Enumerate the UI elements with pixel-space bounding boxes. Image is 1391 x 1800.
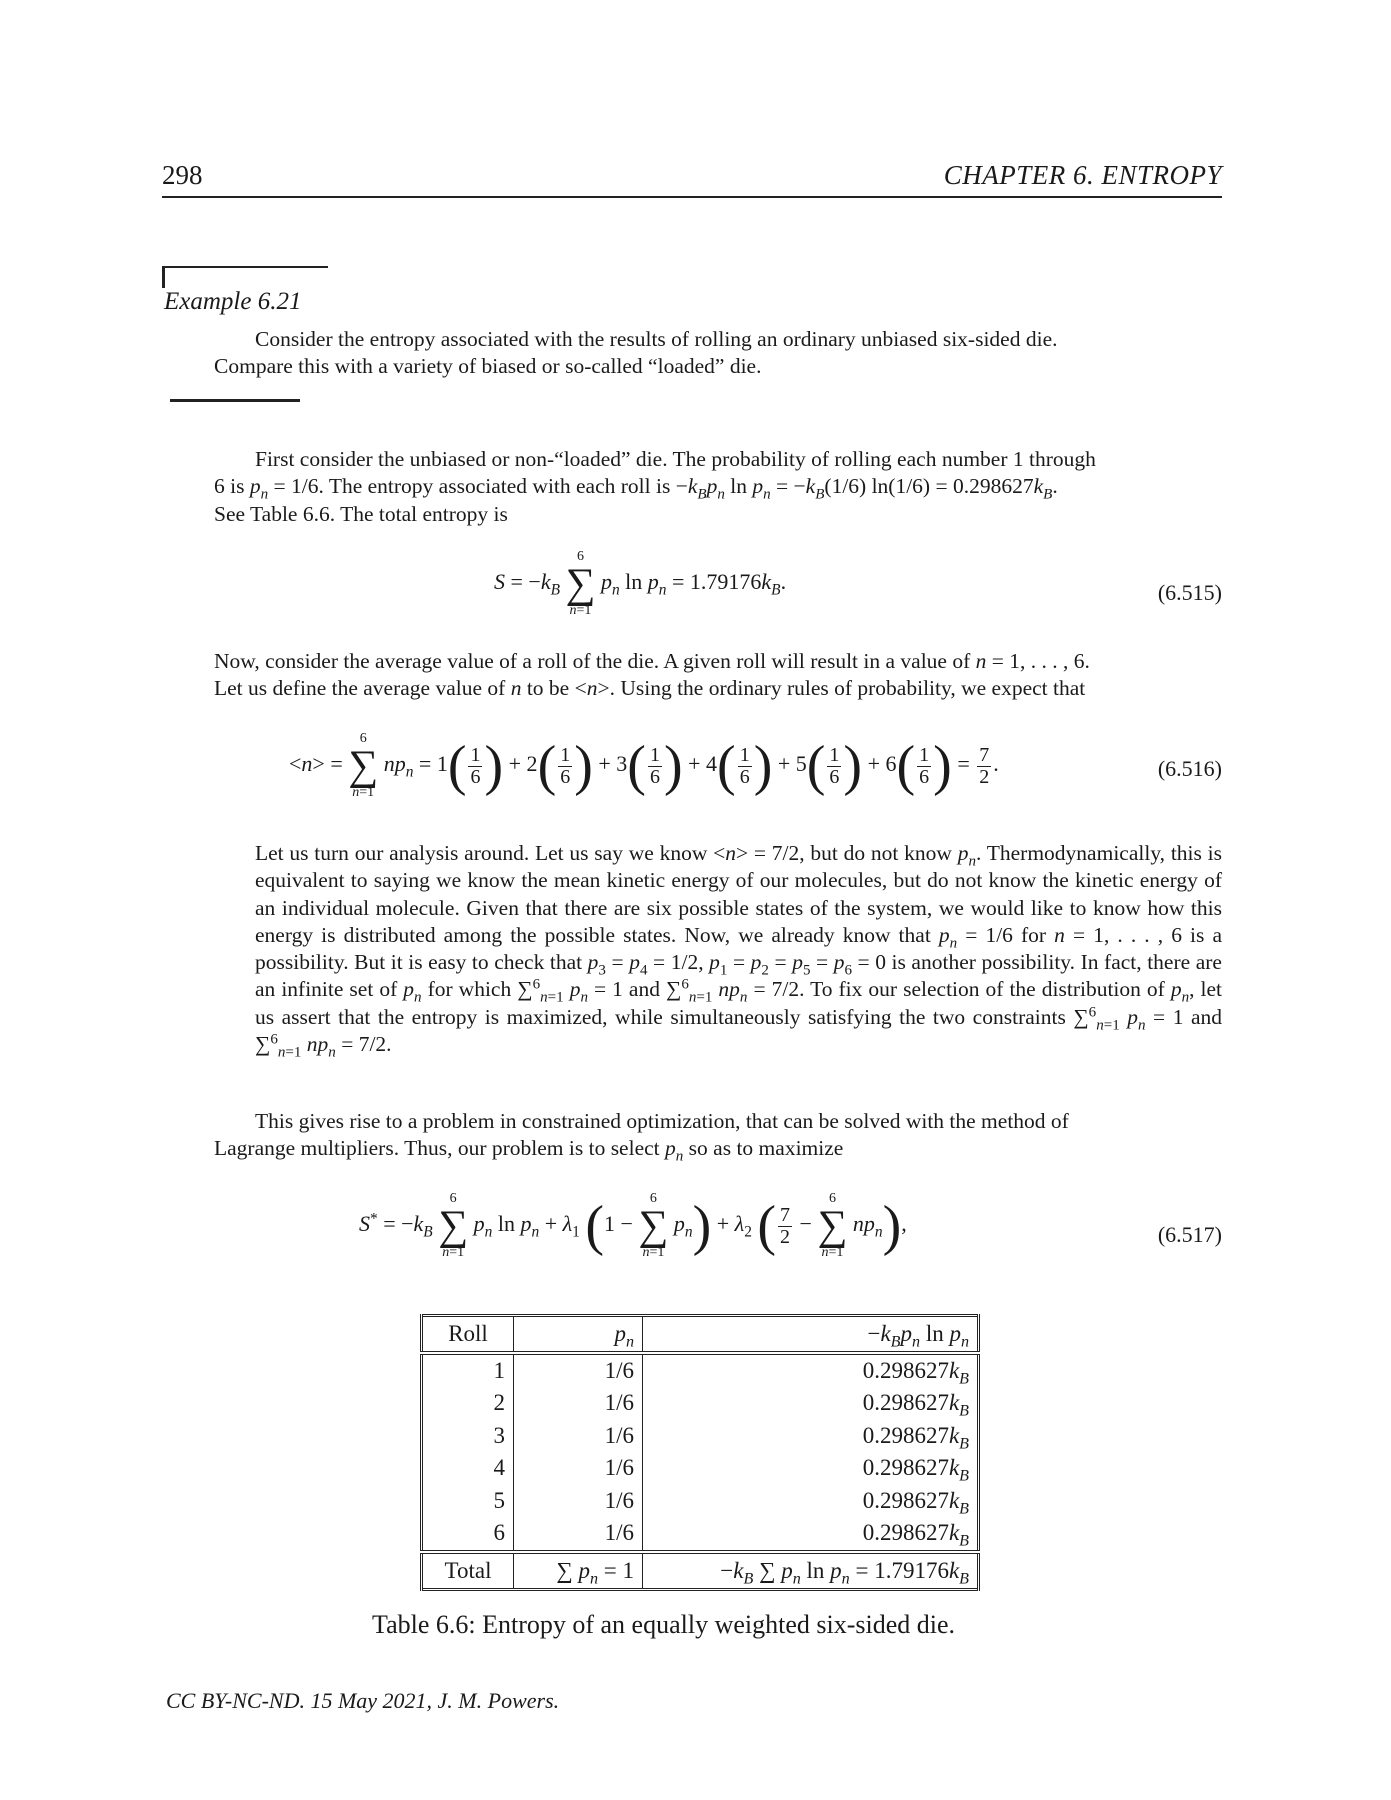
paragraph-lagrange xyxy=(214,1108,1222,1163)
header-pn: $p_n$ xyxy=(514,1316,643,1353)
eq516-result-numerator: 7 xyxy=(979,743,990,766)
equation-number-6-517: (6.517) xyxy=(1157,1222,1222,1247)
example-line-1: Consider the entropy associated with the results of rolling an ordinary unbiased six-sided die. xyxy=(255,327,1058,351)
table-total-row xyxy=(422,1552,979,1590)
page-number: 298 xyxy=(162,160,203,190)
table-row: 1 1/6 $0.298627k_B$ xyxy=(422,1353,979,1388)
total-probability: ∑ $p_n = 1$ xyxy=(514,1552,643,1590)
example-statement xyxy=(214,326,1222,381)
table-header-row xyxy=(422,1316,979,1353)
para2-line-1: Now, consider the average value of a roll of the die. A given roll will result in a value of n = 1, . . . , 6. xyxy=(214,649,1090,673)
eq516-result-denominator: 2 xyxy=(979,765,990,788)
table-row: 3 1/6 $0.298627k_B$ xyxy=(422,1420,979,1453)
para1-line-3: See Table 6.6. The total entropy is xyxy=(214,501,508,526)
header-roll: Roll xyxy=(422,1316,514,1353)
para4-line-1: This gives rise to a problem in constrained optimization, that can be solved with the method of xyxy=(255,1109,1069,1133)
table-row: 6 1/6 $0.298627k_B$ xyxy=(422,1517,979,1552)
equation-number-6-516: (6.516) xyxy=(1157,756,1222,781)
equation-number-6-515: (6.515) xyxy=(1157,580,1222,605)
para1-line-2: 6 is $p_n = 1/6$. The entropy associated with each roll is $-k_Bp_n$ $\ln p_n = -k_B(1/6) \ln(1/6) = 0.298627k_B$. xyxy=(214,474,1058,503)
example-title: Example 6.21 xyxy=(164,288,302,315)
paragraph-average-value xyxy=(214,648,1222,703)
table-row: 2 1/6 $0.298627k_B$ xyxy=(422,1387,979,1420)
header-entropy: $-k_Bp_n$ $\ln p_n$ xyxy=(643,1316,979,1353)
total-entropy: $-k_B$ ∑ $p_n$ $\ln p_n = 1.79176k_B$ xyxy=(643,1552,979,1590)
paragraph-unbiased-die xyxy=(214,446,1222,528)
total-label: Total xyxy=(422,1552,514,1590)
example-end-rule xyxy=(170,399,300,402)
sum-symbol: 6 ∑ n=1 xyxy=(565,549,596,618)
paragraph-constraints: Let us turn our analysis around. Let us say we know <n> = 7/2, but do not know $p_n$. Thermodynamically, this is equivalent to saying we know the mean kinetic energy of our molecules, but do not know the kinetic energy of an individual molecule. Given that there are six possible states of the system, we would like to know how this energy is distributed among the possible states. Now, we already know that $p_n = 1/6$ for n = 1, . . . , 6 is a possibility. But it is easy to check that $p_3 = p_4 = 1/2$, $p_1 = p_2 = p_5 = p_6 = 0$ is another possibility. In fact, there are an infinite set of $p_n$ for which ∑$^6_{n=1}$ $p_n = 1$ and ∑$^6_{n=1}$ $np_n = 7/2$. To fix our selection of the distribution of $p_n$, let us assert that the entropy is maximized, while simultaneously satisfying the two constraints ∑$^6_{n=1}$ $p_n = 1$ and ∑$^6_{n=1}$ $np_n = 7/2$. xyxy=(255,841,1223,1061)
example-line-2: Compare this with a variety of biased or so-called “loaded” die. xyxy=(214,354,762,379)
table-row: 5 1/6 $0.298627k_B$ xyxy=(422,1485,979,1518)
example-bracket xyxy=(162,266,328,288)
para4-line-2: Lagrange multipliers. Thus, our problem is to select $p_n$ so as to maximize xyxy=(214,1136,844,1165)
table-caption: Table 6.6: Entropy of an equally weighted six-sided die. xyxy=(372,1610,956,1639)
table-row: 4 1/6 $0.298627k_B$ xyxy=(422,1452,979,1485)
eq515-result: 1.79176 xyxy=(689,569,762,595)
page-footer: CC BY-NC-ND. 15 May 2021, J. M. Powers. xyxy=(166,1688,560,1713)
entropy-table xyxy=(420,1314,980,1591)
header-rule xyxy=(162,196,1222,198)
chapter-heading: CHAPTER 6. ENTROPY xyxy=(943,160,1222,190)
para1-line-1: First consider the unbiased or non-“loaded” die. The probability of rolling each number 1 through xyxy=(255,447,1096,471)
para2-line-2: Let us define the average value of n to be <n>. Using the ordinary rules of probability, we expect that xyxy=(214,676,1086,701)
